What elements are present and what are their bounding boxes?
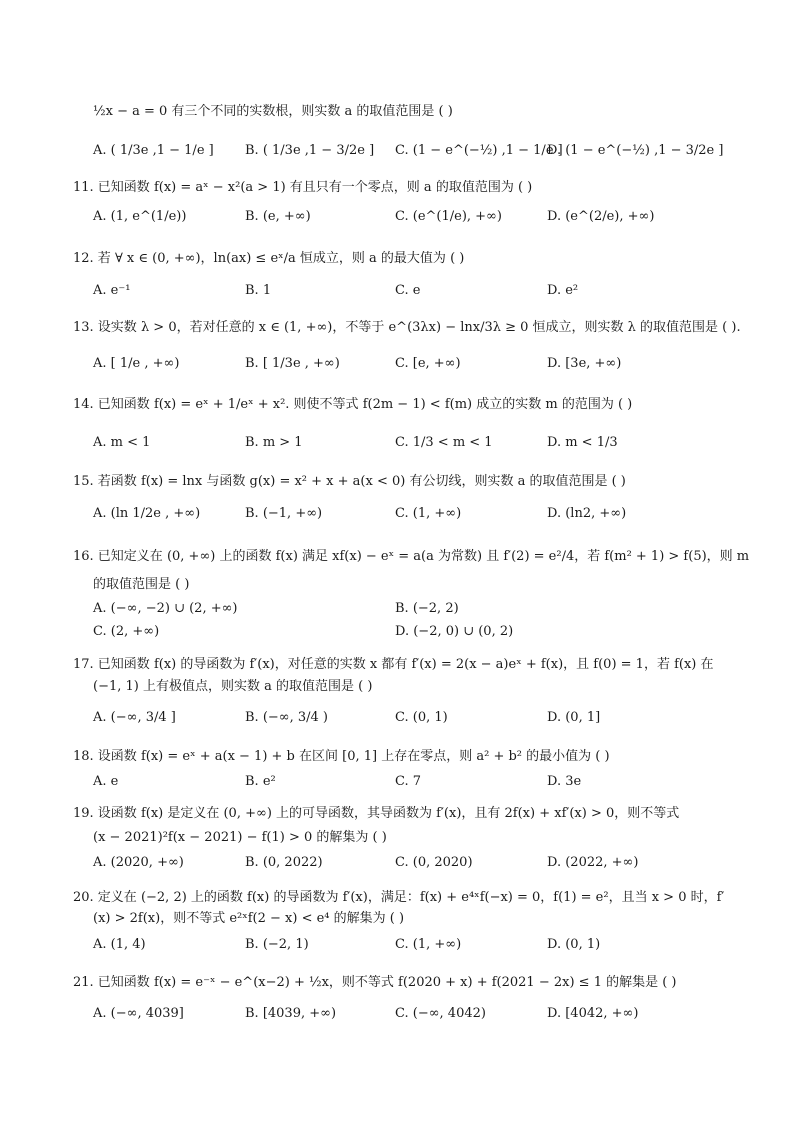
option-d: D. (−2, 0) ∪ (0, 2): [395, 624, 514, 639]
option-b: B. (e, +∞): [245, 209, 311, 224]
option-c: C. (−∞, 4042): [395, 1006, 486, 1021]
question-14-options: [93, 434, 753, 452]
option-a: A. m < 1: [93, 435, 151, 450]
question-21-options: [93, 1005, 753, 1023]
option-d: D. [3e, +∞): [547, 356, 622, 371]
question-19-stem-line-2: (x − 2021)²f(x − 2021) − f(1) > 0 的解集为 ( ): [93, 830, 387, 845]
question-16-options-row-2: [93, 623, 753, 641]
option-d: D. 3e: [547, 774, 582, 789]
question-17-options: [93, 709, 753, 727]
option-c: C. (0, 2020): [395, 855, 473, 870]
question-20-stem-line-1: 20. 定义在 (−2, 2) 上的函数 f(x) 的导函数为 f′(x)，满足：f(x) + e⁴ˣf(−x) = 0，f(1) = e²，且当 x > 0 时，f′: [73, 890, 725, 905]
option-a: A. (1, e^(1/e)): [93, 209, 187, 224]
question-11-stem: 11. 已知函数 f(x) = aˣ − x²(a > 1) 有且只有一个零点，则 a 的取值范围为 ( ): [73, 180, 533, 195]
option-d: D. m < 1/3: [547, 435, 618, 450]
question-12-options: [93, 282, 753, 300]
option-c: C. (e^(1/e), +∞): [395, 209, 502, 224]
question-13-stem: 13. 设实数 λ > 0，若对任意的 x ∈ (1, +∞)，不等于 e^(3λx) − lnx/3λ ≥ 0 恒成立，则实数 λ 的取值范围是 ( ).: [73, 320, 741, 335]
question-16-stem-line-1: 16. 已知定义在 (0, +∞) 上的函数 f(x) 满足 xf(x) − eˣ = a(a 为常数) 且 f′(2) = e²/4，若 f(m² + 1) > f(5)，则 m: [73, 549, 750, 564]
question-13-options: [93, 355, 753, 373]
option-b: B. [4039, +∞): [245, 1006, 337, 1021]
question-10-stem: ½x − a = 0 有三个不同的实数根，则实数 a 的取值范围是 ( ): [93, 104, 453, 119]
option-b: B. (−∞, 3/4 ): [245, 710, 329, 725]
question-15-options: [93, 505, 753, 523]
question-16-options-row-1: [93, 600, 753, 618]
option-d: D. (1 − e^(−½) ,1 − 3/2e ]: [547, 143, 724, 158]
option-a: A. (−∞, −2) ∪ (2, +∞): [93, 601, 238, 616]
option-b: B. 1: [245, 283, 272, 298]
option-a: A. ( 1/3e ,1 − 1/e ]: [93, 143, 214, 158]
option-d: D. (0, 1): [547, 937, 601, 952]
question-15-stem: 15. 若函数 f(x) = lnx 与函数 g(x) = x² + x + a(x < 0) 有公切线，则实数 a 的取值范围是 ( ): [73, 474, 626, 489]
option-d: D. e²: [547, 283, 579, 298]
option-b: B. (−1, +∞): [245, 506, 323, 521]
question-12-stem: 12. 若 ∀ x ∈ (0, +∞)，ln(ax) ≤ eˣ/a 恒成立，则 a 的最大值为 ( ): [73, 251, 465, 266]
question-18-options: [93, 773, 753, 791]
question-20-stem-line-2: (x) > 2f(x)，则不等式 e²ˣf(2 − x) < e⁴ 的解集为 ( ): [93, 911, 405, 926]
option-b: B. (−2, 1): [245, 937, 309, 952]
option-c: C. (1 − e^(−½) ,1 − 1/e ]: [395, 143, 563, 158]
option-b: B. (0, 2022): [245, 855, 323, 870]
option-c: C. (0, 1): [395, 710, 448, 725]
option-a: A. (−∞, 3/4 ]: [93, 710, 176, 725]
option-d: D. (0, 1]: [547, 710, 601, 725]
option-b: B. e²: [245, 774, 276, 789]
question-19-stem-line-1: 19. 设函数 f(x) 是定义在 (0, +∞) 上的可导函数，其导函数为 f′(x)，且有 2f(x) + xf′(x) > 0，则不等式: [73, 806, 680, 821]
option-d: D. (2022, +∞): [547, 855, 639, 870]
question-21-stem: 21. 已知函数 f(x) = e⁻ˣ − e^(x−2) + ½x，则不等式 f(2020 + x) + f(2021 − 2x) ≤ 1 的解集是 ( ): [73, 975, 677, 990]
question-11-options: [93, 208, 753, 226]
option-b: B. (−2, 2): [395, 601, 459, 616]
option-b: B. ( 1/3e ,1 − 3/2e ]: [245, 143, 375, 158]
option-b: B. m > 1: [245, 435, 303, 450]
option-a: A. [ 1/e , +∞): [93, 356, 180, 371]
option-a: A. (ln 1/2e , +∞): [93, 506, 201, 521]
option-a: A. (2020, +∞): [93, 855, 184, 870]
option-d: D. [4042, +∞): [547, 1006, 639, 1021]
question-16-stem-line-2: 的取值范围是 ( ): [93, 577, 190, 592]
question-10-options: [93, 142, 753, 160]
option-c: C. (1, +∞): [395, 506, 462, 521]
question-17-stem-line-2: (−1, 1) 上有极值点，则实数 a 的取值范围是 ( ): [93, 679, 373, 694]
option-a: A. (−∞, 4039]: [93, 1006, 184, 1021]
option-c: C. e: [395, 283, 421, 298]
option-c: C. 1/3 < m < 1: [395, 435, 493, 450]
question-17-stem-line-1: 17. 已知函数 f(x) 的导函数为 f′(x)，对任意的实数 x 都有 f′(x) = 2(x − a)eˣ + f(x)，且 f(0) = 1，若 f(x) 在: [73, 657, 714, 672]
option-d: D. (e^(2/e), +∞): [547, 209, 655, 224]
option-d: D. (ln2, +∞): [547, 506, 627, 521]
option-a: A. e: [93, 774, 119, 789]
question-18-stem: 18. 设函数 f(x) = eˣ + a(x − 1) + b 在区间 [0, 1] 上存在零点，则 a² + b² 的最小值为 ( ): [73, 749, 610, 764]
option-c: C. [e, +∞): [395, 356, 461, 371]
option-a: A. (1, 4): [93, 937, 146, 952]
option-c: C. 7: [395, 774, 422, 789]
question-20-options: [93, 936, 753, 954]
question-14-stem: 14. 已知函数 f(x) = eˣ + 1/eˣ + x². 则使不等式 f(2m − 1) < f(m) 成立的实数 m 的范围为 ( ): [73, 397, 633, 412]
question-19-options: [93, 854, 753, 872]
option-a: A. e⁻¹: [93, 283, 131, 298]
option-b: B. [ 1/3e , +∞): [245, 356, 340, 371]
option-c: C. (2, +∞): [93, 624, 160, 639]
option-c: C. (1, +∞): [395, 937, 462, 952]
